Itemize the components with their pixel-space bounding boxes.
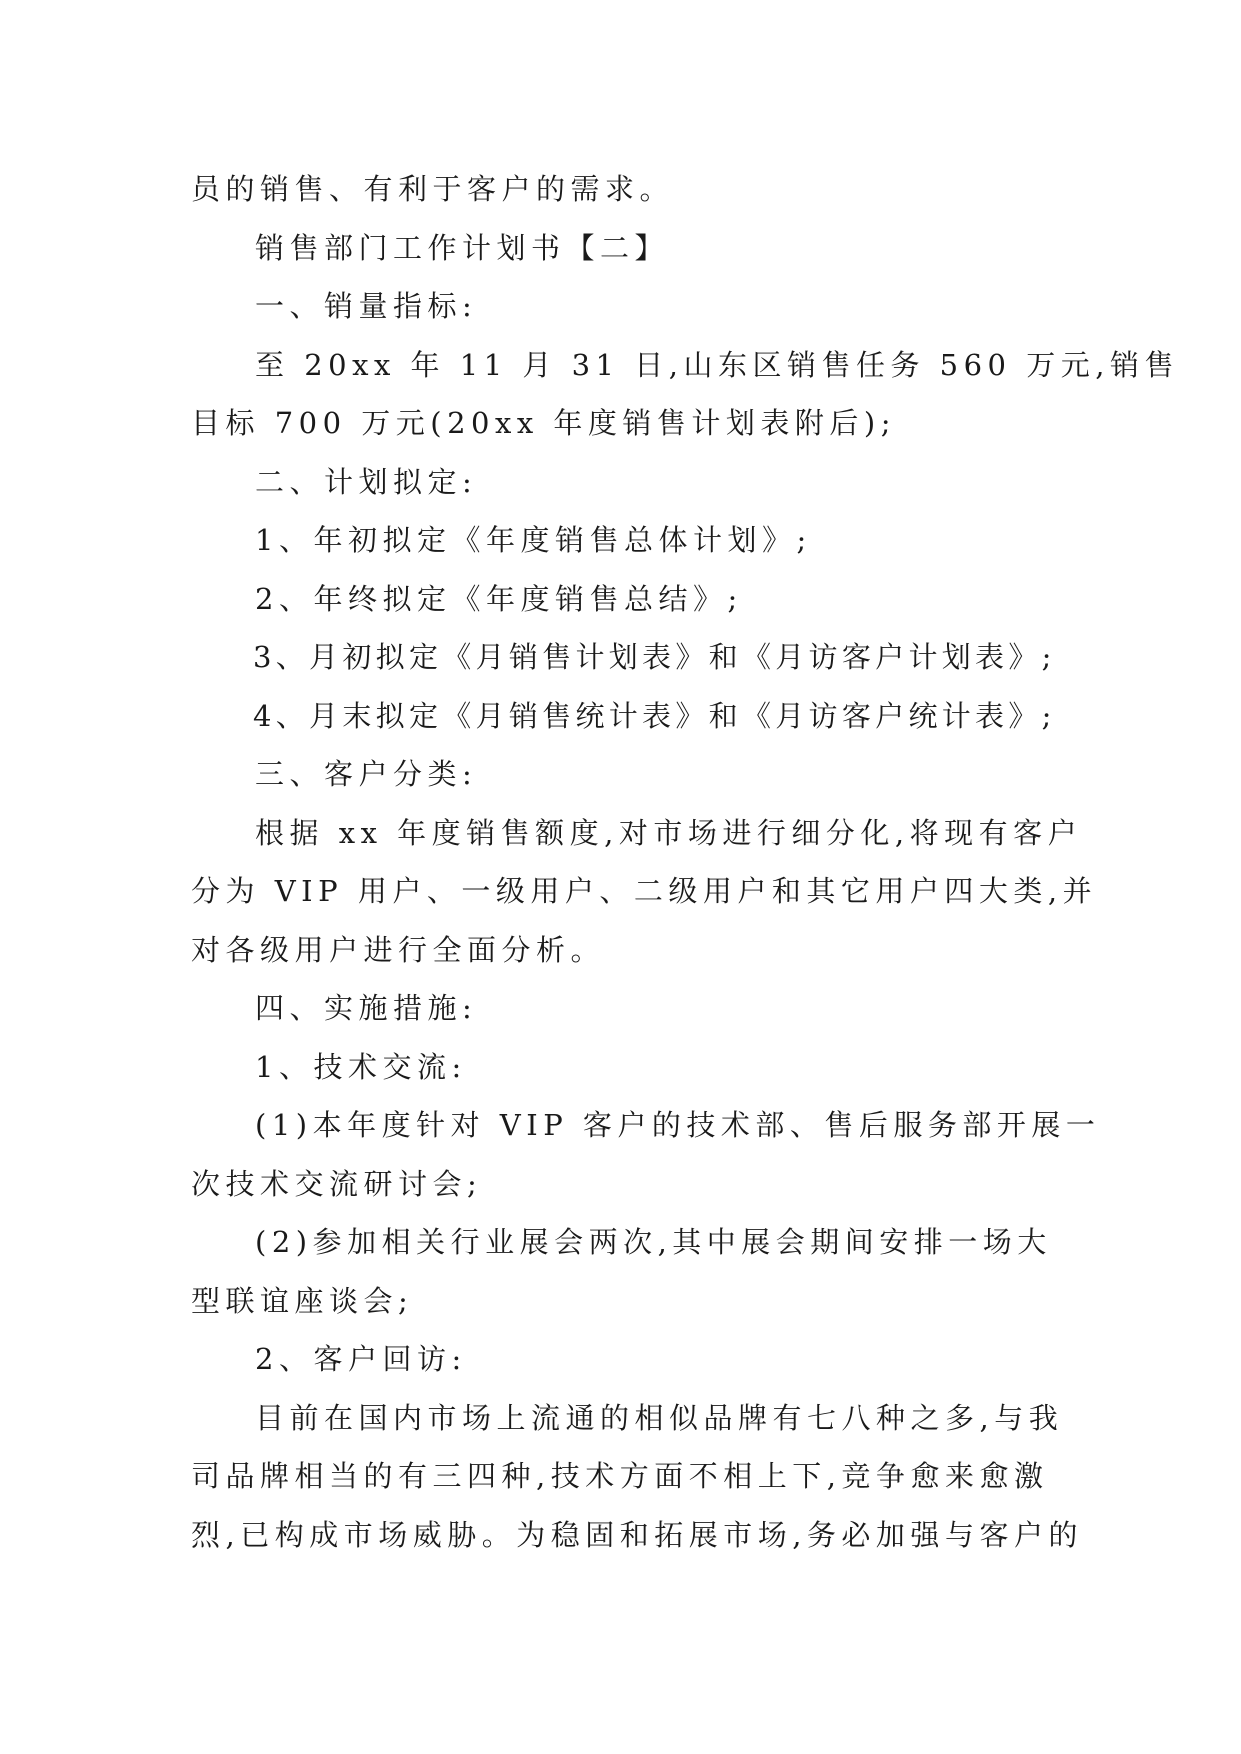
list-item: 2、客户回访: (255, 1342, 467, 1376)
paragraph-line: (2)参加相关行业展会两次,其中展会期间安排一场大 (255, 1225, 1052, 1259)
subheading-sales-target: 一、销量指标: (255, 289, 478, 323)
paragraph-line: 目标 700 万元(20xx 年度销售计划表附后); (191, 406, 897, 440)
list-item: 3、月初拟定《月销售计划表》和《月访客户计划表》; (253, 640, 1056, 674)
paragraph-line: 型联谊座谈会; (191, 1283, 414, 1318)
list-item: 2、年终拟定《年度销售总结》; (255, 581, 743, 616)
list-item: 4、月末拟定《月销售统计表》和《月访客户统计表》; (253, 698, 1056, 733)
document-body (191, 160, 1179, 1564)
subheading-customer-classification: 三、客户分类: (255, 757, 478, 791)
paragraph-line: 次技术交流研讨会; (191, 1166, 483, 1201)
paragraph-line: 司品牌相当的有三四种,技术方面不相上下,竞争愈来愈激 (191, 1459, 1049, 1493)
paragraph-line: 分为 VIP 用户、一级用户、二级用户和其它用户四大类,并 (191, 874, 1098, 908)
list-item: 1、年初拟定《年度销售总体计划》; (255, 523, 812, 557)
subheading-measures: 四、实施措施: (255, 991, 478, 1025)
paragraph-line: 对各级用户进行全面分析。 (191, 932, 606, 967)
subheading-plan: 二、计划拟定: (255, 464, 478, 499)
section-heading: 销售部门工作计划书【二】 (255, 230, 670, 265)
paragraph-line: 至 20xx 年 11 月 31 日,山东区销售任务 560 万元,销售 (255, 347, 1179, 382)
list-item: 1、技术交流: (255, 1049, 467, 1084)
paragraph-line: 目前在国内市场上流通的相似品牌有七八种之多,与我 (255, 1400, 1064, 1435)
paragraph-continuation: 员的销售、有利于客户的需求。 (191, 172, 675, 206)
paragraph-line: (1)本年度针对 VIP 客户的技术部、售后服务部开展一 (255, 1108, 1101, 1142)
paragraph-line: 烈,已构成市场威胁。为稳固和拓展市场,务必加强与客户的 (191, 1517, 1083, 1552)
paragraph-line: 根据 xx 年度销售额度,对市场进行细分化,将现有客户 (255, 815, 1083, 850)
